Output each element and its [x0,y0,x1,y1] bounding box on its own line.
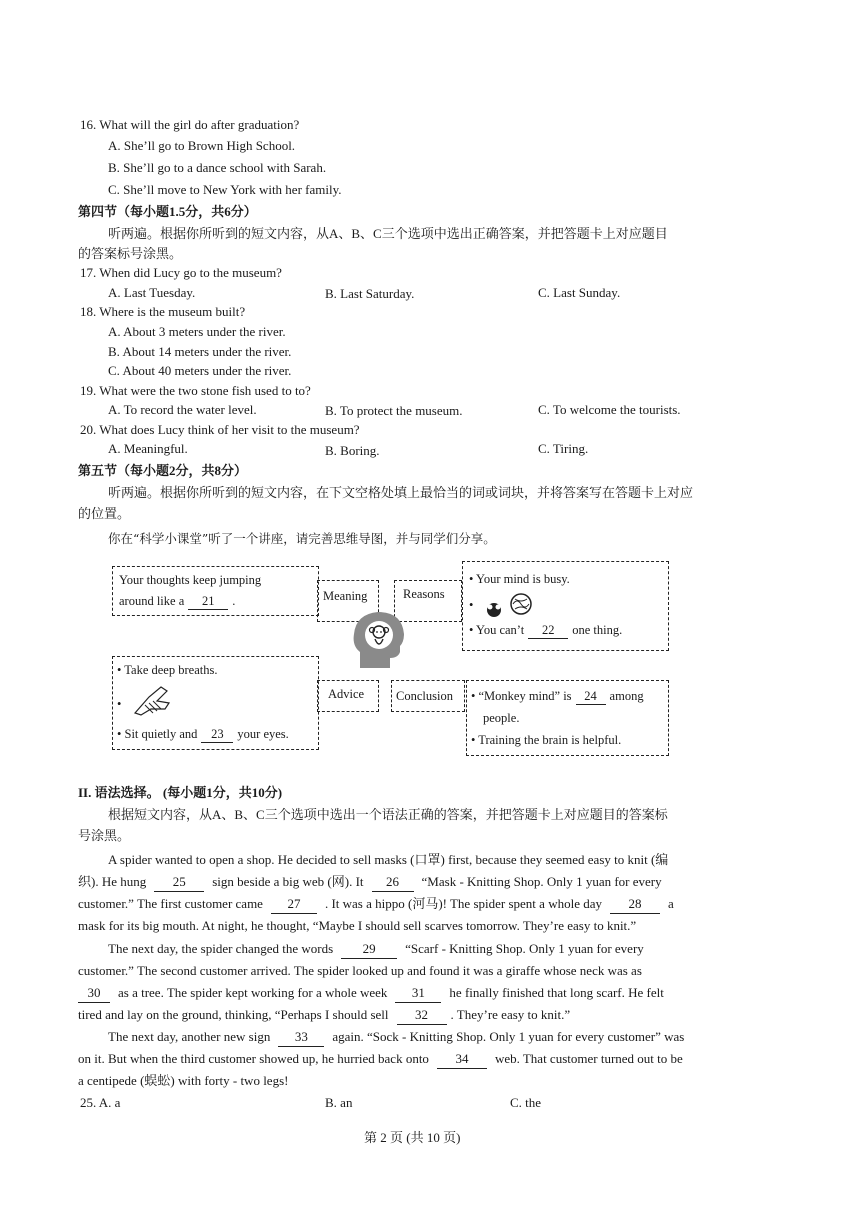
passage-p2-line1: The next day, the spider changed the words 29 “Scarf - Knitting Shop. Only 1 yuan for every [108,940,644,959]
grammar-instruction-line2: 号涂黑。 [78,828,131,843]
q20-option-c: C. Tiring. [538,441,589,456]
q18-stem: 18. Where is the museum built? [80,304,246,319]
reasons-box [462,561,669,651]
q16-option-b: B. She’ll go to a dance school with Sarah. [108,160,327,175]
q19-option-c: C. To welcome the tourists. [538,402,681,417]
reason-1: • Your mind is busy. [469,572,570,586]
q17-option-a: A. Last Tuesday. [108,285,196,300]
q20-option-b: B. Boring. [325,443,380,458]
conclusion-label-box [391,680,465,712]
meaning-label: Meaning [323,589,368,603]
q19-stem: 19. What were the two stone fish used to to? [80,383,311,398]
blank-24: 24 [576,689,606,705]
passage-p2-line4: tired and lay on the ground, thinking, “Perhaps I should sell 32 . They’re easy to knit.” [78,1006,570,1025]
advice-label-box [317,680,379,712]
q16-option-c: C. She’ll move to New York with her family. [108,182,342,197]
grammar-instruction-line1: 根据短文内容，从A、B、C三个选项中选出一个语法正确的答案，并把答题卡上对应题目的答案标 [108,807,668,822]
q19-option-b: B. To protect the museum. [325,403,463,418]
q20-stem: 20. What does Lucy think of her visit to the museum? [80,422,360,437]
q17-option-c: C. Last Sunday. [538,285,621,300]
q18-option-b: B. About 14 meters under the river. [108,344,292,359]
conclusion-1: • “Monkey mind” is 24 among [471,689,644,703]
advice-1: • Take deep breaths. [117,663,218,677]
blank-33: 33 [278,1028,324,1047]
q16-option-a: A. She’ll go to Brown High School. [108,138,296,153]
advice-2-bullet: • [117,697,122,711]
section5-instruction-line2: 的位置。 [78,506,131,521]
blank-34: 34 [437,1050,487,1069]
passage-p3-line1: The next day, another new sign 33 again. “Sock - Knitting Shop. Only 1 yuan for every customer” was [108,1028,684,1047]
reasons-label: Reasons [403,587,445,601]
section5-instruction-line1: 听两遍。根据你所听到的短文内容，在下文空格处填上最恰当的词或词块，并将答案写在答题卡上对应 [108,485,694,500]
blank-32: 32 [397,1006,447,1025]
meaning-box [112,566,319,616]
q17-stem: 17. When did Lucy go to the museum? [80,265,282,280]
q16-stem: 16. What will the girl do after graduation? [80,117,300,132]
hands-together-icon [131,683,175,717]
blank-22: 22 [528,623,568,639]
advice-label: Advice [328,687,365,701]
meaning-text-line2: around like a 21 . [119,594,236,608]
blank-26: 26 [372,873,414,892]
blank-27: 27 [271,895,317,914]
passage-p1-line3: customer.” The first customer came 27 . It was a hippo (河马)! The spider spent a whole day 28 a [78,895,674,914]
passage-p2-line3: 30 as a tree. The spider kept working for a whole week 31 he finally finished that long scarf. He felt [78,984,664,1003]
blank-30: 30 [78,984,110,1003]
reason-3: • You can’t 22 one thing. [469,623,623,637]
advice-box [112,656,319,750]
conclusion-label: Conclusion [396,689,453,703]
busy-mind-icon [481,592,541,620]
section5-title: 第五节（每小题2分，共8分） [78,463,248,478]
passage-p3-line3: a centipede (蜈蚣) with forty - two legs! [78,1073,289,1088]
blank-21: 21 [188,594,228,610]
blank-25: 25 [154,873,204,892]
blank-29: 29 [341,940,397,959]
blank-23: 23 [201,727,233,743]
monkey-brain-head-icon [350,608,410,672]
q18-option-c: C. About 40 meters under the river. [108,363,292,378]
passage-p1-line1: A spider wanted to open a shop. He decided to sell masks (口罩) first, because they seemed easy to knit (编 [108,852,669,867]
blank-28: 28 [610,895,660,914]
page-footer: 第 2 页 (共 10 页) [364,1130,461,1145]
q25-option-b: B. an [325,1095,353,1110]
q18-option-a: A. About 3 meters under the river. [108,324,286,339]
passage-p3-line2: on it. But when the third customer showed up, he hurried back onto 34 web. That customer turned out to be [78,1050,683,1069]
passage-p1-line4: mask for its big mouth. At night, he thought, “Maybe I should sell scarves tomorrow. They’re easy to knit.” [78,918,637,933]
meaning-text-line1: Your thoughts keep jumping [119,573,262,587]
section5-intro: 你在“科学小课堂”听了一个讲座，请完善思维导图，并与同学们分享。 [108,531,496,546]
q25-option-c: C. the [510,1095,542,1110]
passage-p1-line2: 织). He hung 25 sign beside a big web (网). It 26 “Mask - Knitting Shop. Only 1 yuan for every [78,873,662,892]
passage-p2-line2: customer.” The second customer arrived. The spider looked up and found it was a giraffe whose neck was as [78,963,642,978]
grammar-section-title: II. 语法选择。 (每小题1分，共10分) [78,785,283,800]
q20-option-a: A. Meaningful. [108,441,188,456]
blank-31: 31 [395,984,441,1003]
section4-title: 第四节（每小题1.5分，共6分） [78,204,257,219]
conclusion-1-cont: people. [483,711,520,725]
q25-option-a: 25. A. a [80,1095,121,1110]
advice-3: • Sit quietly and 23 your eyes. [117,727,289,741]
reason-2-bullet: • [469,598,474,612]
conclusion-box [466,680,669,756]
section4-instruction-line2: 的答案标号涂黑。 [78,246,183,261]
q19-option-a: A. To record the water level. [108,402,257,417]
q17-option-b: B. Last Saturday. [325,286,415,301]
section4-instruction-line1: 听两遍。根据你所听到的短文内容，从A、B、C三个选项中选出正确答案，并把答题卡上对应题目 [108,226,668,241]
conclusion-2: • Training the brain is helpful. [471,733,622,747]
